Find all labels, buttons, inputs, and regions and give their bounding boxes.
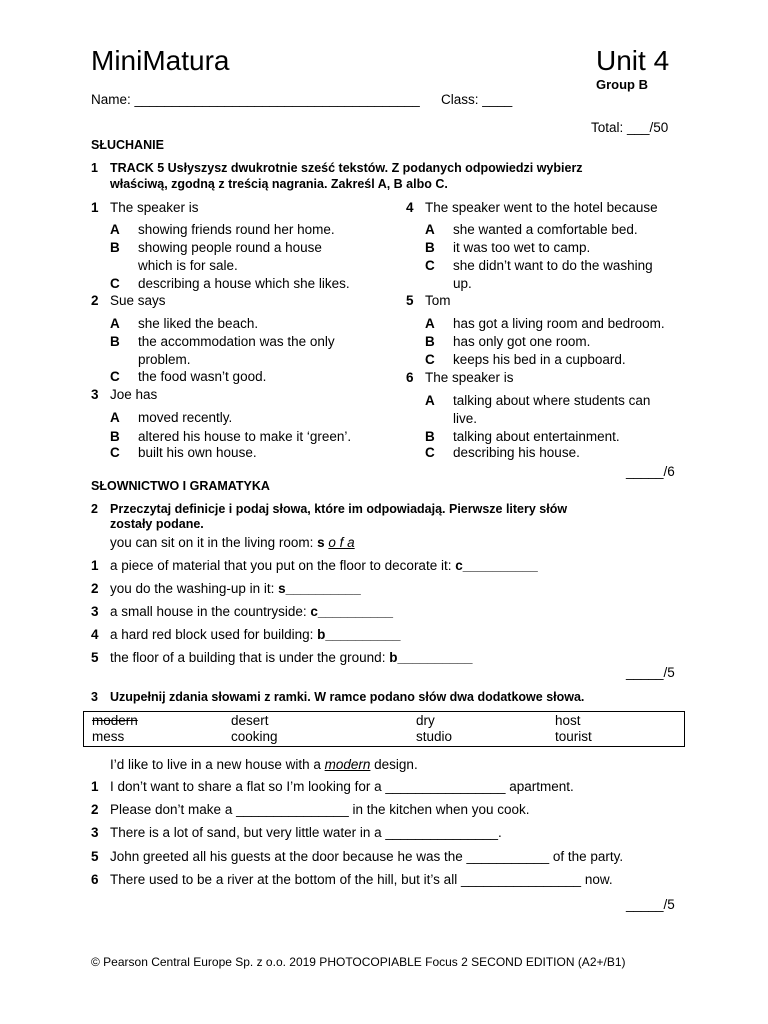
question-number: 5: [406, 293, 414, 308]
item-number: 2: [91, 581, 99, 596]
example-text: design.: [370, 757, 418, 772]
section-heading-vocabulary: SŁOWNICTWO I GRAMATYKA: [91, 479, 270, 493]
answer-blank[interactable]: b__________: [317, 627, 401, 642]
task-number: 2: [91, 502, 98, 516]
sentence-text[interactable]: There is a lot of sand, but very little water in a _______________.: [110, 825, 502, 840]
sentence-text[interactable]: I don’t want to share a flat so I’m looking for a ________________ apartment.: [110, 779, 574, 794]
sentence-text[interactable]: John greeted all his guests at the door because he was the ___________ of the party.: [110, 849, 624, 864]
option-letter: A: [110, 222, 120, 237]
option-text: she liked the beach.: [138, 316, 259, 331]
definition-text: a hard red block used for building:: [110, 627, 318, 642]
option-text: altered his house to make it ‘green’.: [138, 429, 352, 444]
option-text: built his own house.: [138, 445, 257, 460]
item-text: [110, 581, 361, 596]
answer-blank[interactable]: c__________: [310, 604, 393, 619]
class-field-label: Class: ____: [441, 92, 513, 107]
option-text: talking about entertainment.: [453, 429, 620, 444]
item-text: [110, 558, 538, 573]
word-box-item: studio: [416, 729, 453, 744]
definition-text: the floor of a building that is under the ground:: [110, 650, 390, 665]
answer-blank[interactable]: c__________: [455, 558, 538, 573]
item-text: [110, 604, 393, 619]
section-score: _____/5: [626, 665, 675, 680]
option-text: it was too wet to camp.: [453, 240, 591, 255]
question-stem: Tom: [425, 293, 451, 308]
option-text: she didn’t want to do the washing: [453, 258, 653, 273]
option-text: showing friends round her home.: [138, 222, 335, 237]
sentence-text[interactable]: Please don’t make a _______________ in the kitchen when you cook.: [110, 802, 530, 817]
option-text: problem.: [138, 352, 191, 367]
name-field-label: Name: ______________________________________: [91, 92, 420, 107]
option-text: keeps his bed in a cupboard.: [453, 352, 626, 367]
sentence-text[interactable]: There used to be a river at the bottom of the hill, but it’s all ________________ now.: [110, 872, 613, 887]
item-text: [110, 650, 473, 665]
option-text: which is for sale.: [138, 258, 238, 273]
option-text: the accommodation was the only: [138, 334, 335, 349]
question-number: 4: [406, 200, 414, 215]
word-box-item: desert: [231, 713, 269, 728]
item-number: 5: [91, 650, 99, 665]
question-stem: Joe has: [110, 387, 158, 402]
option-letter: B: [425, 334, 435, 349]
section-score: _____/5: [626, 897, 675, 912]
question-stem: The speaker went to the hotel because: [425, 200, 658, 215]
task-number: 1: [91, 161, 98, 175]
example-text: I’d like to live in a new house with a: [110, 757, 325, 772]
option-letter: A: [425, 316, 435, 331]
word-box-item: mess: [92, 729, 125, 744]
item-number: 4: [91, 627, 99, 642]
task-instruction: Przeczytaj definicje i podaj słowa, które im odpowiadają. Pierwsze litery słów: [110, 502, 568, 516]
worksheet-title: MiniMatura: [91, 45, 230, 76]
task-number: 3: [91, 690, 98, 704]
option-letter: B: [110, 334, 120, 349]
question-stem: The speaker is: [110, 200, 199, 215]
item-number: 5: [91, 849, 99, 864]
section-heading-listening: SŁUCHANIE: [91, 138, 164, 152]
option-letter: C: [425, 352, 435, 367]
option-text: talking about where students can: [453, 393, 651, 408]
item-text: [110, 627, 400, 642]
item-number: 2: [91, 802, 99, 817]
word-box-item: cooking: [231, 729, 278, 744]
question-stem: The speaker is: [425, 370, 514, 385]
definition-text: a small house in the countryside:: [110, 604, 311, 619]
option-letter: B: [110, 429, 120, 444]
item-number: 3: [91, 604, 99, 619]
option-text: up.: [453, 276, 472, 291]
word-box-item: modern: [92, 713, 138, 728]
option-text: has only got one room.: [453, 334, 591, 349]
definition-text: you do the washing-up in it:: [110, 581, 279, 596]
task-instruction: TRACK 5 Usłyszysz dwukrotnie sześć tekstów. Z podanych odpowiedzi wybierz: [110, 161, 583, 175]
item-number: 3: [91, 825, 99, 840]
option-letter: C: [425, 445, 435, 460]
option-text: live.: [453, 411, 478, 426]
example-text: you can sit on it in the living room:: [110, 535, 318, 550]
section-score: _____/6: [626, 464, 675, 479]
option-text: describing his house.: [453, 445, 580, 460]
option-letter: C: [110, 276, 120, 291]
option-text: describing a house which she likes.: [138, 276, 350, 291]
option-letter: C: [110, 369, 120, 384]
item-number: 1: [91, 779, 99, 794]
option-letter: A: [425, 393, 435, 408]
question-number: 2: [91, 293, 99, 308]
option-letter: A: [425, 222, 435, 237]
task-instruction: właściwą, zgodną z treścią nagrania. Zakreśl A, B albo C.: [110, 177, 448, 191]
word-box: [83, 711, 685, 747]
question-stem: Sue says: [110, 293, 166, 308]
option-letter: A: [110, 410, 120, 425]
word-box-item: tourist: [555, 729, 592, 744]
answer-blank[interactable]: b__________: [389, 650, 473, 665]
definition-text: a piece of material that you put on the floor to decorate it:: [110, 558, 456, 573]
example-line: [110, 535, 355, 550]
item-number: 1: [91, 558, 99, 573]
example-answer: o f a: [328, 535, 355, 550]
option-letter: B: [425, 240, 435, 255]
option-letter: B: [110, 240, 120, 255]
example-answer: modern: [324, 757, 371, 772]
example-first-letter: s: [317, 535, 325, 550]
total-score-label: Total: ___/50: [591, 120, 669, 135]
example-sentence: [110, 757, 418, 772]
option-text: showing people round a house: [138, 240, 322, 255]
option-letter: C: [110, 445, 120, 460]
question-number: 6: [406, 370, 414, 385]
footer-copyright: © Pearson Central Europe Sp. z o.o. 2019 PHOTOCOPIABLE Focus 2 SECOND EDITION (A2+/B1): [91, 955, 626, 969]
option-letter: A: [110, 316, 120, 331]
unit-label: Unit 4: [596, 45, 670, 76]
option-text: the food wasn’t good.: [138, 369, 267, 384]
answer-blank[interactable]: s__________: [278, 581, 361, 596]
option-text: moved recently.: [138, 410, 233, 425]
item-number: 6: [91, 872, 99, 887]
question-number: 1: [91, 200, 99, 215]
option-text: she wanted a comfortable bed.: [453, 222, 638, 237]
question-number: 3: [91, 387, 99, 402]
option-text: has got a living room and bedroom.: [453, 316, 665, 331]
group-label: Group B: [596, 77, 648, 92]
option-letter: B: [425, 429, 435, 444]
task-instruction: Uzupełnij zdania słowami z ramki. W ramce podano słów dwa dodatkowe słowa.: [110, 690, 585, 704]
task-instruction: zostały podane.: [110, 517, 204, 531]
word-box-item: dry: [416, 713, 435, 728]
word-box-item: host: [555, 713, 581, 728]
option-letter: C: [425, 258, 435, 273]
